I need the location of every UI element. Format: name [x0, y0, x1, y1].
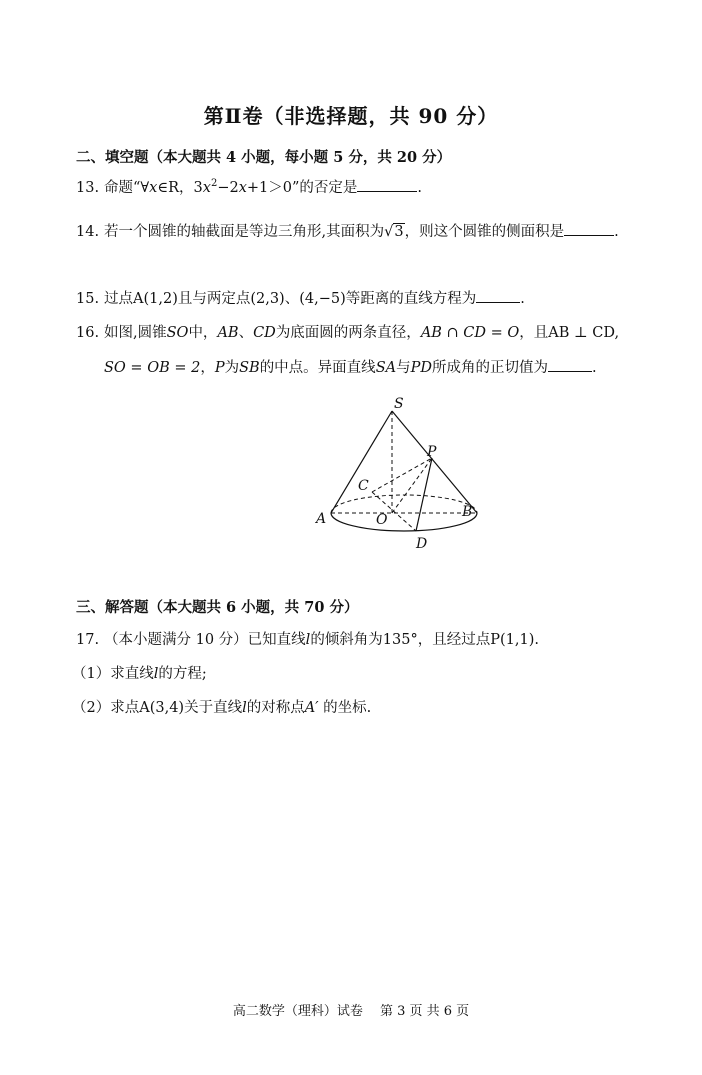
section-solution-heading: 三、解答题（本大题共 6 小题，共 70 分） — [76, 599, 359, 616]
base-front-arc — [331, 513, 477, 531]
label-s: S — [394, 396, 404, 412]
page-title: 第Ⅱ卷（非选择题，共 90 分） — [203, 104, 499, 128]
question-number: 15. — [76, 291, 100, 307]
answer-blank[interactable] — [357, 179, 417, 192]
label-d: D — [416, 536, 428, 552]
label-a: A — [316, 511, 327, 527]
question-17-part-1: （1）求直线l的方程; — [72, 666, 207, 682]
label-o: O — [376, 512, 388, 528]
base-back-arc — [331, 495, 477, 513]
question-15: 15. 过点A(1,2)且与两定点(2,3)、(4,−5)等距离的直线方程为 . — [76, 291, 525, 307]
answer-blank[interactable] — [564, 223, 614, 236]
question-number: 17. — [76, 632, 100, 648]
cone-figure — [310, 392, 490, 557]
segment-pd — [416, 458, 432, 531]
page-footer: 高二数学（理科）试卷 第 3 页 共 6 页 — [232, 1004, 470, 1019]
question-number: 13. — [76, 180, 100, 196]
question-14: 14. 若一个圆锥的轴截面是等边三角形,其面积为√3，则这个圆锥的侧面积是 . — [76, 224, 619, 240]
question-17-part-2: （2）求点A(3,4)关于直线l的对称点A′ 的坐标. — [72, 700, 372, 716]
question-13: 13. 命题“∀x∈R，$3x^2-2x+1>0$”的否定是 . — [76, 178, 422, 196]
edge-sa — [331, 411, 392, 513]
label-p: P — [427, 444, 437, 460]
sqrt-expression: √3 — [384, 224, 404, 240]
label-b: B — [462, 504, 473, 520]
question-number: 14. — [76, 224, 100, 240]
question-number: 16. — [76, 325, 100, 341]
segment-cp — [372, 458, 432, 492]
label-c: C — [358, 478, 369, 494]
question-16-line-2: SO = OB = 2，P为SB的中点。异面直线SA与PD所成角的正切值为 . — [104, 360, 597, 376]
edge-sb — [392, 411, 477, 513]
section-fill-in-heading: 二、填空题（本大题共 4 小题，每小题 5 分，共 20 分） — [76, 149, 452, 166]
question-17: 17. （本小题满分 10 分）已知直线l的倾斜角为135°，且经过点P(1,1). — [76, 632, 539, 648]
answer-blank[interactable] — [476, 290, 520, 303]
answer-blank[interactable] — [548, 359, 592, 372]
question-16: 16. 如图,圆锥SO中，AB、CD为底面圆的两条直径，AB ∩ CD = O，且AB ⊥ CD, — [76, 325, 620, 341]
